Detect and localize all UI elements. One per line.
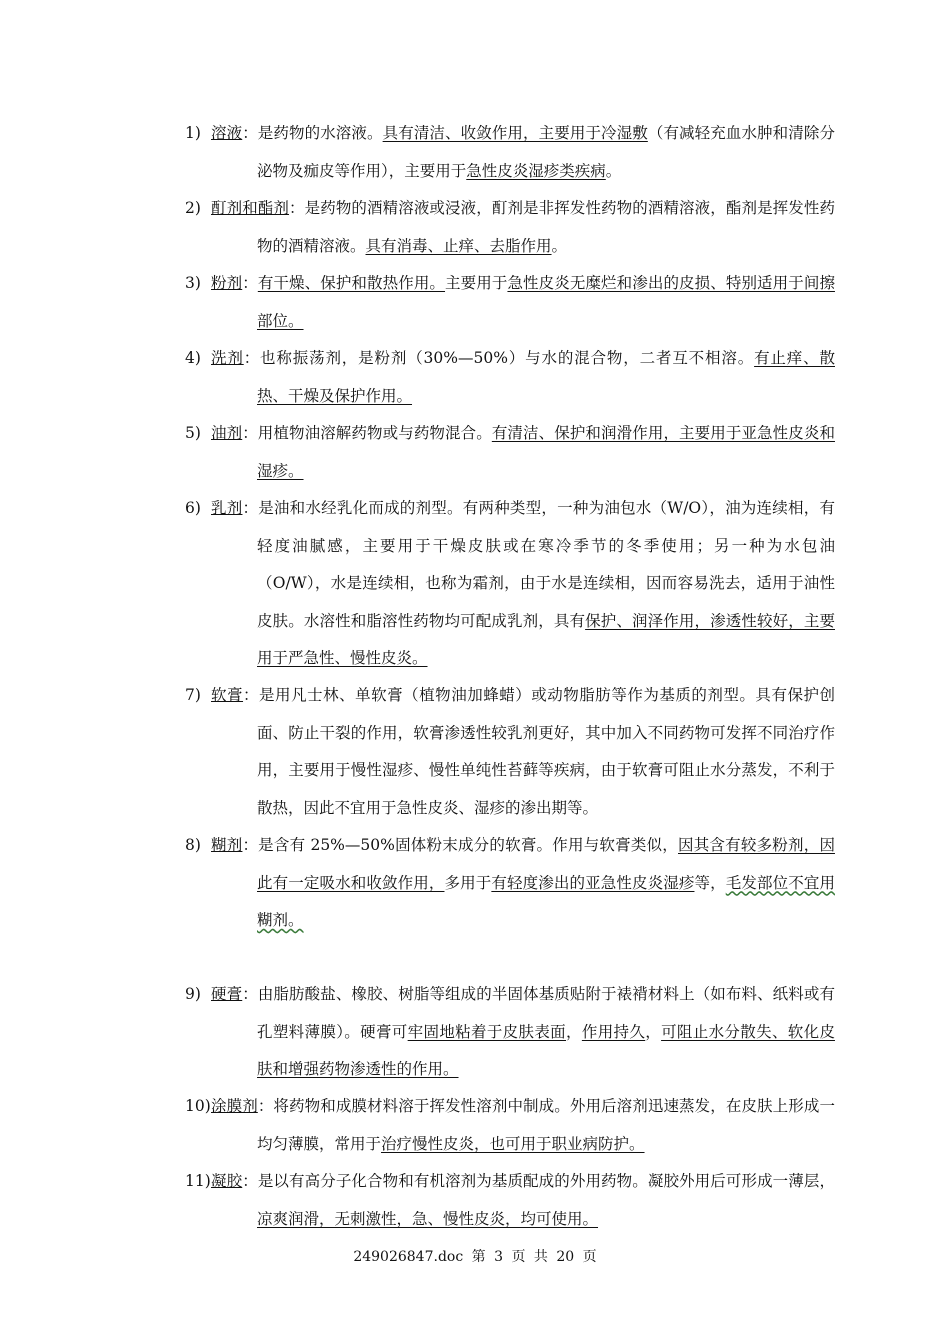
item-body <box>211 190 835 265</box>
item-text: 多用于 <box>444 873 492 892</box>
item-text: 等， <box>694 873 726 892</box>
item-body <box>211 265 835 340</box>
underlined-text: 作用持久 <box>581 1022 646 1041</box>
item-text: 。 <box>605 161 622 180</box>
underlined-text: 有清洁、保护和润滑作用，主要用于亚急性皮炎和湿疹。 <box>257 424 835 480</box>
item-term: 洗剂 <box>211 349 244 367</box>
item-text: ：是药物的酒精溶液或浸液，酊剂是非挥发性药物的酒精溶液，酯剂是挥发性药物的酒精溶液。 <box>257 199 835 255</box>
item-number: 9) <box>185 985 201 1003</box>
item-number: 5) <box>185 424 201 442</box>
underlined-text: 牢固地粘着于皮肤表面 <box>407 1022 567 1041</box>
item-text: ：是油和水经乳化而成的剂型。有两种类型，一种为油包水（W/O），油为连续相，有轻度油腻感，主要用于干燥皮肤或在寒冷季节的冬季使用；另一种为水包油（O/W），水是连续相，也称为霜剂，由于水是连续相，因而容易洗去，适用于油性皮肤。水溶性和脂溶性药物均可配成乳剂，具有 <box>242 499 835 630</box>
item-body <box>211 677 835 827</box>
item-text: ， <box>566 1022 582 1041</box>
item-text: 主要用于 <box>445 274 508 292</box>
item-text: ：由脂肪酸盐、橡胶、树脂等组成的半固体基质贴附于裱褙材料上（如布料、纸料或有孔塑料薄膜）。硬膏可 <box>242 985 835 1041</box>
item-body <box>211 976 835 1089</box>
underlined-text: 有轻度渗出的亚急性皮炎湿疹 <box>491 873 695 892</box>
footer-filename: 249026847.doc <box>353 1249 464 1265</box>
list-item <box>185 976 835 1089</box>
item-number: 10) <box>185 1097 211 1115</box>
underlined-text: 治疗慢性皮炎，也可用于职业病防护。 <box>381 1134 645 1153</box>
footer-gong: 共 <box>533 1249 548 1265</box>
underlined-text: 可阻止水分散失、软化皮肤和增强药物渗透性的作用。 <box>257 1022 835 1078</box>
item-term: 糊剂 <box>211 836 243 854</box>
item-number: 11) <box>185 1172 211 1190</box>
list-item <box>185 115 835 190</box>
underlined-text: 急性皮炎无糜烂和渗出的皮损、特别适用于间擦部位。 <box>257 274 835 330</box>
item-number: 1) <box>185 124 201 142</box>
underlined-text: 毛发部位不宜用糊剂。 <box>257 873 835 929</box>
item-text: ：是含有 25%—50%固体粉末成分的软膏。作用与软膏类似， <box>242 836 678 854</box>
page-footer <box>0 1246 950 1266</box>
list-item <box>185 415 835 490</box>
item-term: 涂膜剂 <box>211 1097 258 1115</box>
list-item <box>185 827 835 940</box>
item-term: 凝胶 <box>211 1172 243 1190</box>
underlined-text: 急性皮炎湿疹类疾病 <box>466 161 606 180</box>
item-body <box>211 490 835 678</box>
item-body <box>211 827 835 940</box>
list-item <box>185 190 835 265</box>
item-number: 3) <box>185 274 201 292</box>
item-term: 硬膏 <box>211 985 243 1003</box>
underlined-text: 有止痒、散热、干燥及保护作用。 <box>257 349 835 405</box>
item-term: 粉剂 <box>211 274 243 292</box>
item-text: ： <box>242 274 258 292</box>
item-text: 。 <box>551 236 568 255</box>
item-term: 溶液 <box>211 124 243 142</box>
list-item <box>185 677 835 827</box>
item-text: ：是用凡士林、单软膏（植物油加蜂蜡）或动物脂肪等作为基质的剂型。具有保护创面、防止干裂的作用，软膏渗透性较乳剂更好，其中加入不同药物可发挥不同治疗作用，主要用于慢性湿疹、慢性单纯性苔藓等疾病，由于软膏可阻止水分蒸发，不利于散热，因此不宜用于急性皮炎、湿疹的渗出期等。 <box>243 686 835 817</box>
footer-page-number: 3 <box>494 1249 504 1265</box>
item-term: 乳剂 <box>211 499 243 517</box>
item-text: ：用植物油溶解药物或与药物混合。 <box>242 424 492 442</box>
item-body <box>211 1088 835 1163</box>
item-text: ：将药物和成膜材料溶于挥发性溶剂中制成。外用后溶剂迅速蒸发，在皮肤上形成一均匀薄膜，常用于 <box>257 1097 835 1153</box>
footer-ye: 页 <box>511 1249 526 1265</box>
item-number: 6) <box>185 499 201 517</box>
item-text: ， <box>645 1022 662 1041</box>
item-number: 8) <box>185 836 201 854</box>
underlined-text: 因其含有较多粉剂，因此有一定吸水和收敛作用， <box>257 836 835 892</box>
item-term: 软膏 <box>211 686 244 704</box>
item-term: 油剂 <box>211 424 243 442</box>
underlined-text: 凉爽润滑，无刺激性，急、慢性皮炎，均可使用。 <box>257 1209 599 1228</box>
underlined-text: 有干燥、保护和散热作用。 <box>257 274 446 292</box>
item-term: 酊剂和酯剂 <box>211 199 290 217</box>
item-body <box>211 340 835 415</box>
item-text: ：是以有高分子化合物和有机溶剂为基质配成的外用药物。凝胶外用后可形成一薄层， <box>242 1172 835 1190</box>
item-number: 7) <box>185 686 201 704</box>
item-text: （有减轻充血水肿和清除分泌物及痂皮等作用），主要用于 <box>257 124 835 180</box>
footer-ye2: 页 <box>582 1249 597 1265</box>
underlined-text: 具有消毒、止痒、去脂作用 <box>365 236 552 255</box>
underlined-text: 具有清洁、收敛作用，主要用于冷湿敷 <box>382 124 648 142</box>
list-item <box>185 1163 835 1238</box>
underlined-text: 保护、润泽作用，渗透性较好，主要用于严急性、慢性皮炎。 <box>257 611 835 667</box>
footer-di: 第 <box>471 1249 486 1265</box>
item-text: ：是药物的水溶液。 <box>242 124 383 142</box>
item-number: 2) <box>185 199 201 217</box>
list-item <box>185 1088 835 1163</box>
item-number: 4) <box>185 349 201 367</box>
item-body <box>211 115 835 190</box>
list-item <box>185 265 835 340</box>
list-item <box>185 340 835 415</box>
footer-total-pages: 20 <box>556 1249 575 1265</box>
item-body <box>211 415 835 490</box>
list-item <box>185 490 835 678</box>
item-body <box>211 1163 835 1238</box>
item-text: ：也称振荡剂，是粉剂（30%—50%）与水的混合物，二者互不相溶。 <box>243 349 755 367</box>
